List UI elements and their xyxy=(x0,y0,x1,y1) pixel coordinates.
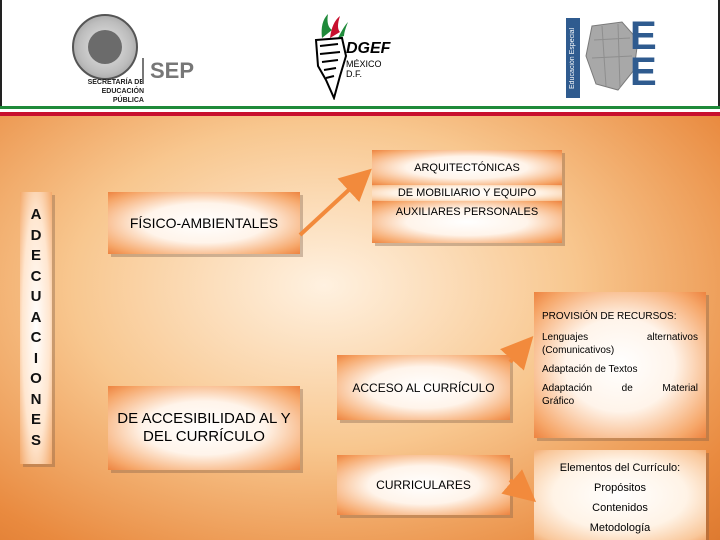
vertical-letter: U xyxy=(30,288,42,305)
header-left-border xyxy=(0,0,2,110)
vertical-letter: A xyxy=(30,206,42,223)
vertical-letter: E xyxy=(30,411,41,428)
ee-letters: EE xyxy=(630,14,657,94)
elementos-item: Propósitos xyxy=(594,482,646,494)
vertical-letter: C xyxy=(30,329,42,346)
node-auxiliares: AUXILIARES PERSONALES xyxy=(372,201,562,243)
vertical-letter: N xyxy=(30,390,42,408)
vertical-letter: D xyxy=(30,226,42,244)
elementos-item: Contenidos xyxy=(592,502,648,514)
dgef-map-icon xyxy=(312,36,348,100)
eagle-icon xyxy=(88,30,122,64)
ee-vertical-text: Educación Especial xyxy=(569,27,576,89)
elementos-title: Elementos del Currículo: xyxy=(559,462,681,474)
sep-seal-icon xyxy=(72,14,138,80)
vertical-letter: A xyxy=(30,308,42,326)
vertical-letter: S xyxy=(30,431,41,449)
dgef-subtitle: MÉXICO D.F. xyxy=(346,59,382,79)
vertical-letter: E xyxy=(30,247,41,264)
node-elementos-curriculo xyxy=(534,450,706,540)
node-arquitectonicas: ARQUITECTÓNICAS xyxy=(372,150,562,185)
node-accesibilidad: DE ACCESIBILIDAD AL Y DEL CURRÍCULO xyxy=(108,386,300,470)
vertical-letter: O xyxy=(30,370,42,387)
provision-adaptacion-textos: Adaptación de Textos xyxy=(542,364,638,375)
node-acceso-curriculo: ACCESO AL CURRÍCULO xyxy=(337,355,510,420)
elementos-item: Metodología xyxy=(589,522,651,534)
dgef-title: DGEF xyxy=(346,40,391,57)
header xyxy=(0,0,720,112)
sep-logo-text: SECRETARÍA DE EDUCACIÓN PÚBLICA xyxy=(87,79,144,104)
provision-adaptacion-material: Adaptación de Material xyxy=(542,383,698,394)
node-fisico-ambientales: FÍSICO-AMBIENTALES xyxy=(108,192,300,254)
provision-lenguajes: Lenguajes alternativos xyxy=(542,332,698,343)
vertical-letter: C xyxy=(30,267,42,285)
node-mobiliario: DE MOBILIARIO Y EQUIPO xyxy=(372,185,562,201)
sep-abbr: SEP xyxy=(142,58,194,84)
provision-title: PROVISIÓN DE RECURSOS: xyxy=(542,311,677,322)
node-provision-recursos: PROVISIÓN DE RECURSOS: Lenguajes alternativos (Comunicativos) Adaptación de Textos Adaptación de Material Gráfico xyxy=(534,292,706,438)
node-curriculares: CURRICULARES xyxy=(337,455,510,515)
vertical-letter: I xyxy=(33,349,39,367)
adecuaciones-vertical-title xyxy=(20,192,52,464)
